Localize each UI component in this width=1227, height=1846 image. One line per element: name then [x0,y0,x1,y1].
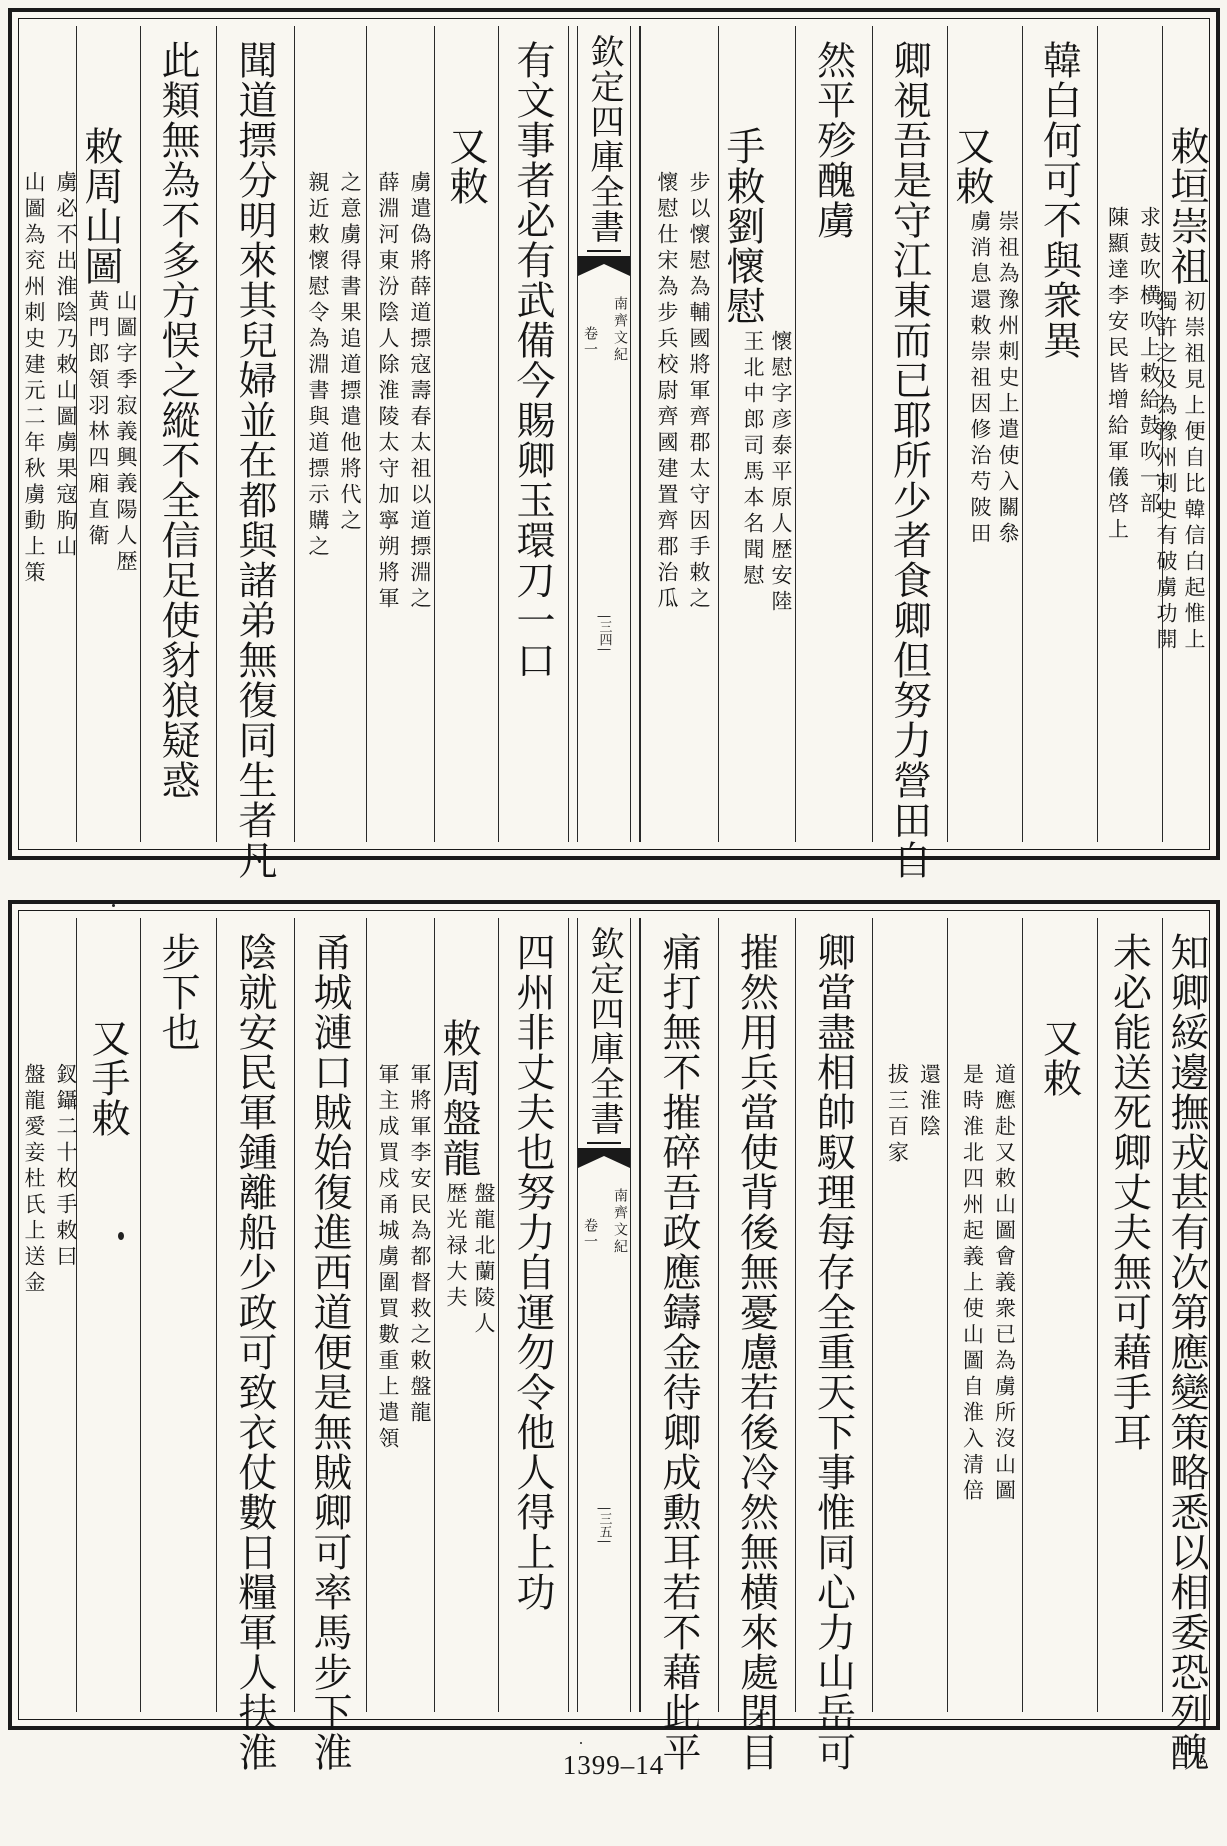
text-column [434,26,498,842]
annotation-note: 虜必不出淮陰乃敕山圖虜果寇朐山 [54,171,78,561]
text-column [294,918,366,1772]
main-text: 又手敕 [85,1018,130,1138]
main-text: 步下也 [155,932,200,1052]
text-column [1162,918,1209,1772]
ink-speck [118,1232,124,1240]
annotation-note: 王北中郎司馬本名聞慰 [741,330,765,590]
annotation-note: 虜遣偽將薛道摽寇壽春太祖以道摽淵之 [408,171,432,613]
annotation-note: 山圖為兖州刺史建元二年秋虜動上策 [22,171,46,587]
annotation-note: 山圖字季寂義興義陽人歴 [114,290,138,576]
annotation-note: 釵鑷二十枚手敕曰 [54,1063,78,1271]
text-column [76,918,140,1712]
text-column [76,26,140,842]
text-column [640,26,718,842]
annotation-note: 懷慰字彦泰平原人歴安陸 [769,330,793,616]
fishtail-mark [578,1148,630,1168]
text-column [947,26,1022,842]
main-text: 四州非丈夫也努力自運勿令他人得上功 [510,932,555,1612]
text-column [795,918,872,1772]
main-text: 卿視吾是守江東而已耶所少者食卿但努力營田自 [886,40,932,880]
folio-number: 三四 [598,616,611,650]
text-column [640,918,718,1772]
annotation-note: 道應赴又敕山圖會義衆已為虜所沒山圖 [992,1063,1017,1505]
center-column [568,26,640,842]
text-column [1022,26,1097,842]
center-column [568,918,640,1712]
main-text: 痛打無不摧碎吾政應鑄金待卿成勲耳若不藉此平 [656,932,701,1772]
text-column [498,918,568,1712]
main-text: 摧然用兵當使背後無憂慮若後冷然無横來處閉目 [733,932,779,1772]
text-column [140,918,216,1712]
page-number: 1399–14 [562,1750,665,1780]
library-title: 欽定四庫全書 [587,34,621,252]
main-text: 又敕 [1036,1018,1082,1098]
text-column [1097,918,1162,1712]
annotation-note: 盤龍北蘭陵人 [472,1182,496,1338]
fishtail-mark [578,256,630,276]
folio-number: 三五 [598,1508,611,1542]
annotation-note: 是時淮北四州起義上使山圖自淮入清倍 [960,1063,985,1505]
main-text: 聞道摽分明來其兒婦並在都與諸弟無復同生者凡 [232,40,277,880]
text-column [1022,918,1097,1712]
annotation-note: 拔三百家 [885,1063,910,1167]
main-text: 敕周山圖 [78,126,123,286]
text-column [498,26,568,842]
upper-page [8,8,1220,880]
text-column [140,26,216,842]
annotation-note: 獨許之及為豫州刺史有破虜功開 [1154,290,1178,654]
library-title: 欽定四庫全書 [587,926,621,1144]
text-column [216,26,294,880]
text-column [366,26,434,842]
main-text: 知卿綏邊撫戎甚有次第應變策略悉以相委恐列醜 [1164,932,1209,1772]
text-column [1097,26,1162,842]
annotation-note: 還淮陰 [917,1063,942,1141]
main-text: 手敕劉懷慰 [720,126,765,326]
juan-number: 卷一 [582,326,598,358]
text-column [872,918,947,1712]
main-text: 陰就安民軍鍾離船少政可致衣仗數日糧軍人扶淮 [232,932,277,1772]
text-column [366,918,434,1712]
annotation-note: 初崇祖見上便自比韓信白起惟上 [1182,290,1206,654]
text-column [947,918,1022,1712]
annotation-note: 求鼓吹横吹上敕給鼓吹一部 [1137,206,1162,518]
main-text: 又敕 [949,126,994,206]
main-text: 卿當盡相帥馭理每存全重天下事惟同心力山岳可 [810,932,856,1772]
annotation-note: 崇祖為豫州刺史上遣使入關叅 [996,210,1020,548]
main-text: 敕垣崇祖 [1164,126,1209,286]
annotation-note: 虜消息還敕崇祖因修治芍陂田 [968,210,992,548]
text-column [16,26,76,842]
main-text: 未必能送死卿丈夫無可藉手耳 [1106,932,1152,1452]
text-column [795,26,872,842]
text-column [718,26,795,842]
annotation-note: 黄門郎領羽林四廂直衛 [86,290,110,550]
annotation-note: 薛淵河東汾陰人除淮陵太守加寧朔將軍 [376,171,400,613]
text-column [1154,26,1209,842]
book-title: 南齊文紀 [612,1188,628,1256]
juan-number: 卷一 [582,1218,598,1250]
annotation-note: 親近敕懷慰令為淵書與道摽示購之 [306,171,330,561]
annotation-note: 歴光禄大夫 [444,1182,468,1312]
book-title: 南齊文紀 [612,296,628,364]
annotation-note: 盤龍愛妾杜氏上送金 [22,1063,46,1297]
main-text: 韓白何可不與衆異 [1036,40,1082,360]
text-column [718,918,795,1772]
annotation-note: 懷慰仕宋為步兵校尉齊國建置齊郡治瓜 [655,171,679,613]
main-text: 然平殄醜虜 [810,40,856,240]
main-text: 敕周盤龍 [436,1018,481,1178]
main-text: 此類無為不多方悮之縱不全信足使豺狼疑惑 [155,40,200,800]
annotation-note: 軍主成買戍甬城虜圍買數重上遣領 [376,1063,400,1453]
text-column [294,26,366,842]
annotation-note: 軍將軍李安民為都督救之敕盤龍 [408,1063,432,1427]
annotation-note: 之意虜得書果追道摽遣他將代之 [338,171,362,535]
ink-speck [580,1742,582,1744]
text-column [16,918,76,1712]
text-column [434,918,498,1712]
main-text: 甬城漣口賊始復進西道便是無賊卿可率馬步下淮 [307,932,352,1772]
text-column [216,918,294,1772]
text-column [872,26,947,880]
annotation-note: 步以懷慰為輔國將軍齊郡太守因手敕之 [687,171,711,613]
ink-speck [112,904,115,907]
main-text: 又敕 [443,126,488,206]
main-text: 有文事者必有武備今賜卿玉環刀一口 [510,40,555,680]
annotation-note: 陳顯達李安民皆增給軍儀啓上 [1105,206,1130,544]
